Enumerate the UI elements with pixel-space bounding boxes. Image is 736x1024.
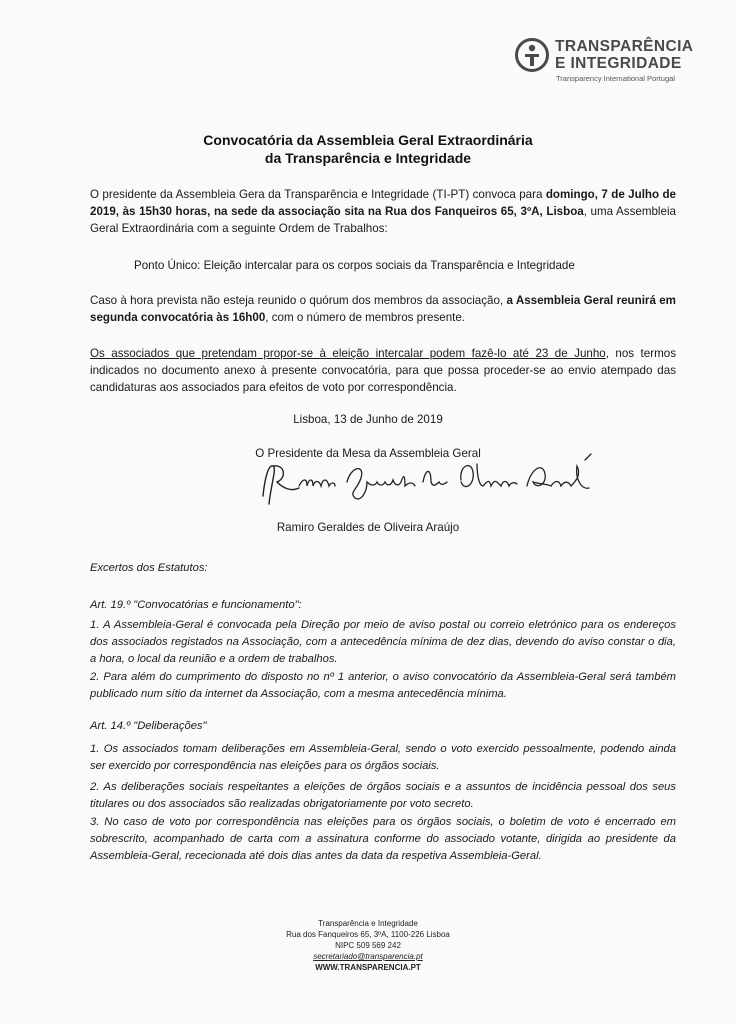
document-title-line-2: da Transparência e Integridade xyxy=(264,150,472,166)
candidates-text-b: , nos termos indicados no documento anexo à presente convocatória, para que possa proceder-se ao envio atempado das candidaturas aos associados para efeitos de voto por correspondência. xyxy=(90,347,676,394)
intro-meeting-details: domingo, 7 de Julho de 2019, às 15h30 horas, na sede da associação sita na Rua dos Fanqueiros 65, 3ºA, Lisboa xyxy=(90,188,677,218)
article-19-paragraph-1: 1. A Assembleia-Geral é convocada pela Direção por meio de aviso postal ou correio eletrónico para os endereços dos associados registados na Associação, com a antecedência mínima de dez dias, devendo do aviso constar o dia, a hora, o local da reunião e a ordem de trabalhos. xyxy=(90,619,676,665)
article-14-heading: Art. 14.º "Deliberações" xyxy=(90,720,207,732)
article-19-paragraph-2: 2. Para além do cumprimento do disposto no nº 1 anterior, o aviso convocatório da Assembleia-Geral será também publicado num sítio da internet da Associação, com a mesma antecedência mínima. xyxy=(90,671,676,700)
quorum-paragraph xyxy=(90,292,676,326)
article-19-heading: Art. 19.º "Convocatórias e funcionamento": xyxy=(90,599,302,611)
article-14-paragraph-1: 1. Os associados tomam deliberações em Assembleia-Geral, sendo o voto exercido pessoalmente, podendo ainda ser exercido por correspondência nas eleições para os órgãos sociais. xyxy=(90,743,676,772)
footer-nipc: NIPC 509 569 242 xyxy=(335,941,401,950)
president-name: Ramiro Geraldes de Oliveira Araújo xyxy=(276,521,460,534)
quorum-text-a: Caso à hora prevista não esteja reunido o quórum dos membros da associação, xyxy=(90,294,507,307)
quorum-second-call: a Assembleia Geral reunirá em segunda convocatória às 16h00 xyxy=(90,294,676,324)
footer-address: Rua dos Fanqueiros 65, 3ºA, 1100-226 Lisboa xyxy=(286,930,450,939)
quorum-text-c: , com o número de membros presente. xyxy=(265,311,466,324)
document-title-line-1: Convocatória da Assembleia Geral Extraordinária xyxy=(203,132,533,148)
article-14-paragraph-2: 2. As deliberações sociais respeitantes a eleições de órgãos sociais e a assuntos de incidência pessoal dos seus titulares ou dos associados são realizadas obrigatoriamente por voto secreto. xyxy=(90,781,676,810)
footer-email-link[interactable]: secretariado@transparencia.pt xyxy=(313,952,423,961)
article-14-paragraph-3: 3. No caso de voto por correspondência nas eleições para os órgãos sociais, o boletim de voto é encerrado em sobrescrito, acompanhado de carta com a assinatura conforme do associado votante, dirigida ao presidente da Assembleia-Geral, rececionada até dois dias antes da data da respetiva Assembleia-Geral. xyxy=(90,816,676,862)
candidates-deadline: Os associados que pretendam propor-se à eleição intercalar podem fazê-lo até 23 de Junho xyxy=(90,347,606,360)
intro-text-a: O presidente da Assembleia Gera da Transparência e Integridade (TI-PT) convoca para xyxy=(90,188,546,201)
president-role: O Presidente da Mesa da Assembleia Geral xyxy=(255,447,481,460)
organization-logo xyxy=(515,36,720,84)
footer-website-link[interactable]: WWW.TRANSPARENCIA.PT xyxy=(315,963,421,972)
agenda-item: Ponto Único: Eleição intercalar para os corpos sociais da Transparência e Integridade xyxy=(134,259,575,272)
logo-line-1: TRANSPARÊNCIA xyxy=(555,38,694,55)
excerpts-heading: Excertos dos Estatutos: xyxy=(90,562,208,574)
footer xyxy=(0,918,736,973)
intro-paragraph xyxy=(90,186,676,237)
intro-text-c: , uma Assembleia Geral Extraordinária com a seguinte Ordem de Trabalhos: xyxy=(90,205,676,235)
logo-tagline: Transparency International Portugal xyxy=(556,74,675,83)
candidates-paragraph xyxy=(90,345,676,396)
handwritten-signature xyxy=(255,452,605,512)
ti-logo-icon xyxy=(515,38,549,72)
logo-line-2: E INTEGRIDADE xyxy=(555,55,682,72)
document-date: Lisboa, 13 de Junho de 2019 xyxy=(293,413,443,426)
footer-org-name: Transparência e Integridade xyxy=(318,919,418,928)
